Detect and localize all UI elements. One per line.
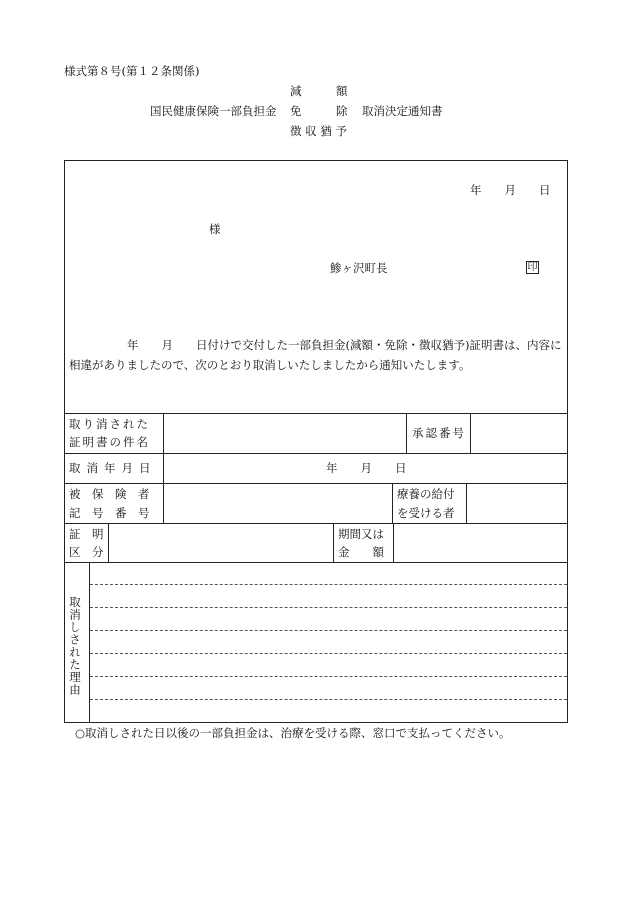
table-vline-r2 [163,453,164,483]
row3-label-right-b: を受ける者 [397,506,455,520]
footer-note: ○取消しされた日以後の一部負担金は、治療を受ける際、窓口で支払ってください。 [75,726,511,740]
reason-line-5 [90,676,567,677]
row3-label-right-a: 療養の給付 [397,487,455,501]
issuer-name: 鯵ヶ沢町長 [330,261,388,275]
table-vline-r4c [393,523,394,562]
reason-line-2 [90,607,567,608]
row2-date: 年 月 日 [326,461,407,475]
row1-label-right: 承認番号 [412,426,466,440]
row3-label-a: 被 保 険 者 [69,487,150,501]
form-number: 様式第８号(第１２条関係) [64,64,200,78]
notice-body-line1: 年 月 日付けで交付した一部負担金(減額・免除・徴収猶予)証明書は、内容に [127,338,562,352]
table-vline-r3b [392,483,393,523]
type-reduction: 減 額 [290,84,348,98]
table-line-top [64,413,568,414]
table-vline-r3a [163,483,164,523]
table-vline-r4a [108,523,109,562]
notice-body-line2: 相違がありましたので、次のとおり取消しいたしましたから通知いたします。 [69,358,471,372]
reason-line-1 [90,584,567,585]
reason-line-4 [90,653,567,654]
type-deferral: 徴 収 猶 予 [290,124,347,138]
table-vline-r1b [406,413,407,453]
row4-label-mid-b: 金 額 [338,545,384,559]
row1-label-b: 証明書の件名 [69,435,150,449]
row4-label-mid-a: 期間又は [338,527,384,541]
table-line-row1 [64,453,568,454]
row1-label-a: 取り消された [69,417,150,431]
title-suffix: 取消決定通知書 [362,104,443,118]
reason-label: 取消しされた理由 [68,596,82,696]
row4-label-b: 区 分 [69,545,104,559]
table-line-row4 [64,562,568,563]
table-vline-r3c [466,483,467,523]
table-line-row3 [64,523,568,524]
table-vline-r4b [333,523,334,562]
table-vline-r1c [470,413,471,453]
row2-label: 取消年月日 [69,461,157,475]
row4-label-a: 証 明 [69,527,104,541]
type-exemption: 免 除 [290,104,348,118]
table-vline-r1a [163,413,164,453]
table-line-row2 [64,483,568,484]
seal-icon: 印 [527,262,538,273]
reason-line-6 [90,699,567,700]
reason-line-3 [90,630,567,631]
notice-date: 年 月 日 [470,183,551,197]
addressee-suffix: 様 [209,222,221,236]
title-prefix: 国民健康保険一部負担金 [150,104,277,118]
row3-label-b: 記 号 番 号 [69,506,150,520]
